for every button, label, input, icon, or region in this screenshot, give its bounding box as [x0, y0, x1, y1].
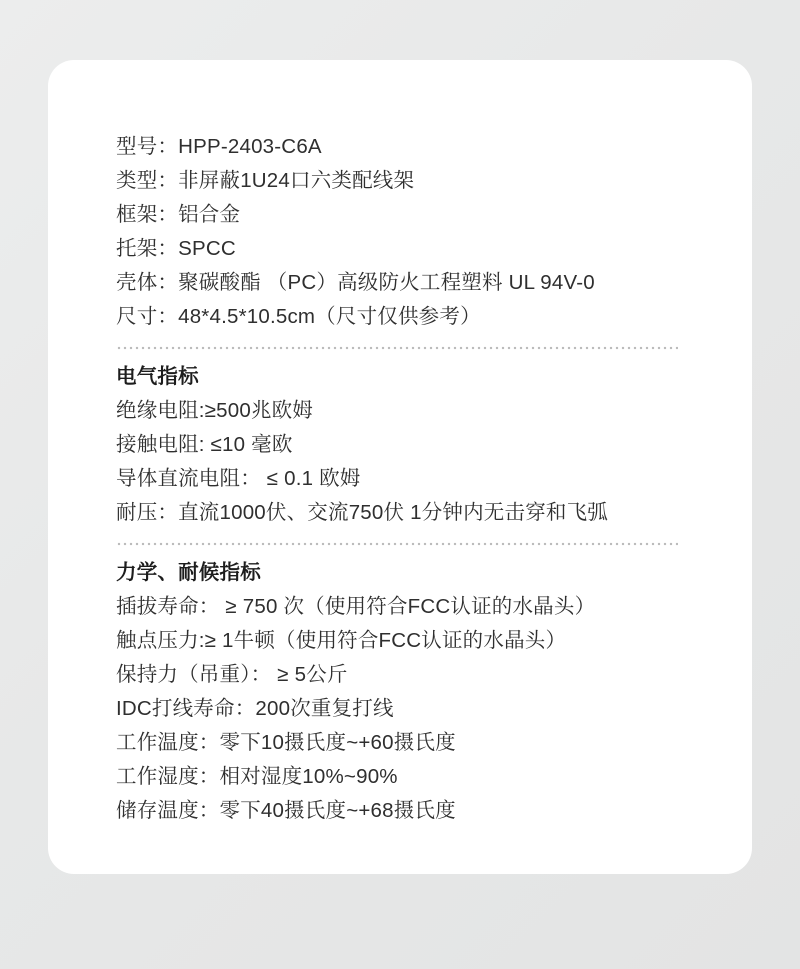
mechanical-storage-temperature: 储存温度：零下40摄氏度~+68摄氏度 — [116, 799, 456, 822]
spec-card — [48, 60, 752, 874]
mechanical-spec-group — [116, 556, 726, 828]
electrical-insulation-resistance: 绝缘电阻:≥500兆欧姆 — [116, 399, 314, 422]
spec-dimensions: 尺寸：48*4.5*10.5cm（尺寸仅供参考） — [116, 305, 481, 328]
mechanical-operating-temperature: 工作温度：零下10摄氏度~+60摄氏度 — [116, 731, 456, 754]
electrical-contact-resistance: 接触电阻: ≤10 毫欧 — [116, 433, 293, 456]
spec-housing: 壳体：聚碳酸酯 （PC）高级防火工程塑料 UL 94V-0 — [116, 271, 595, 294]
spec-model: 型号：HPP-2403-C6A — [116, 135, 322, 158]
mechanical-operating-humidity: 工作湿度：相对湿度10%~90% — [116, 765, 398, 788]
divider-after-basic-specs — [116, 341, 678, 351]
electrical-withstand-voltage: 耐压：直流1000伏、交流750伏 1分钟内无击穿和飞弧 — [116, 501, 609, 524]
spec-content — [116, 130, 726, 828]
spec-frame: 框架：铝合金 — [116, 203, 241, 226]
mechanical-section-title: 力学、耐候指标 — [116, 561, 261, 584]
spec-type: 类型：非屏蔽1U24口六类配线架 — [116, 169, 415, 192]
mechanical-retention-force: 保持力（吊重）： ≥ 5公斤 — [116, 663, 348, 686]
electrical-dc-resistance: 导体直流电阻： ≤ 0.1 欧姆 — [116, 467, 361, 490]
electrical-section-title: 电气指标 — [116, 365, 199, 388]
mechanical-contact-force: 触点压力:≥ 1牛顿（使用符合FCC认证的水晶头） — [116, 629, 567, 652]
basic-spec-group — [116, 130, 726, 334]
mechanical-idc-life: IDC打线寿命：200次重复打线 — [116, 697, 394, 720]
electrical-spec-group — [116, 360, 726, 530]
spec-bracket: 托架：SPCC — [116, 237, 236, 260]
mechanical-insertion-life: 插拔寿命： ≥ 750 次（使用符合FCC认证的水晶头） — [116, 595, 596, 618]
divider-after-electrical-specs — [116, 537, 678, 547]
